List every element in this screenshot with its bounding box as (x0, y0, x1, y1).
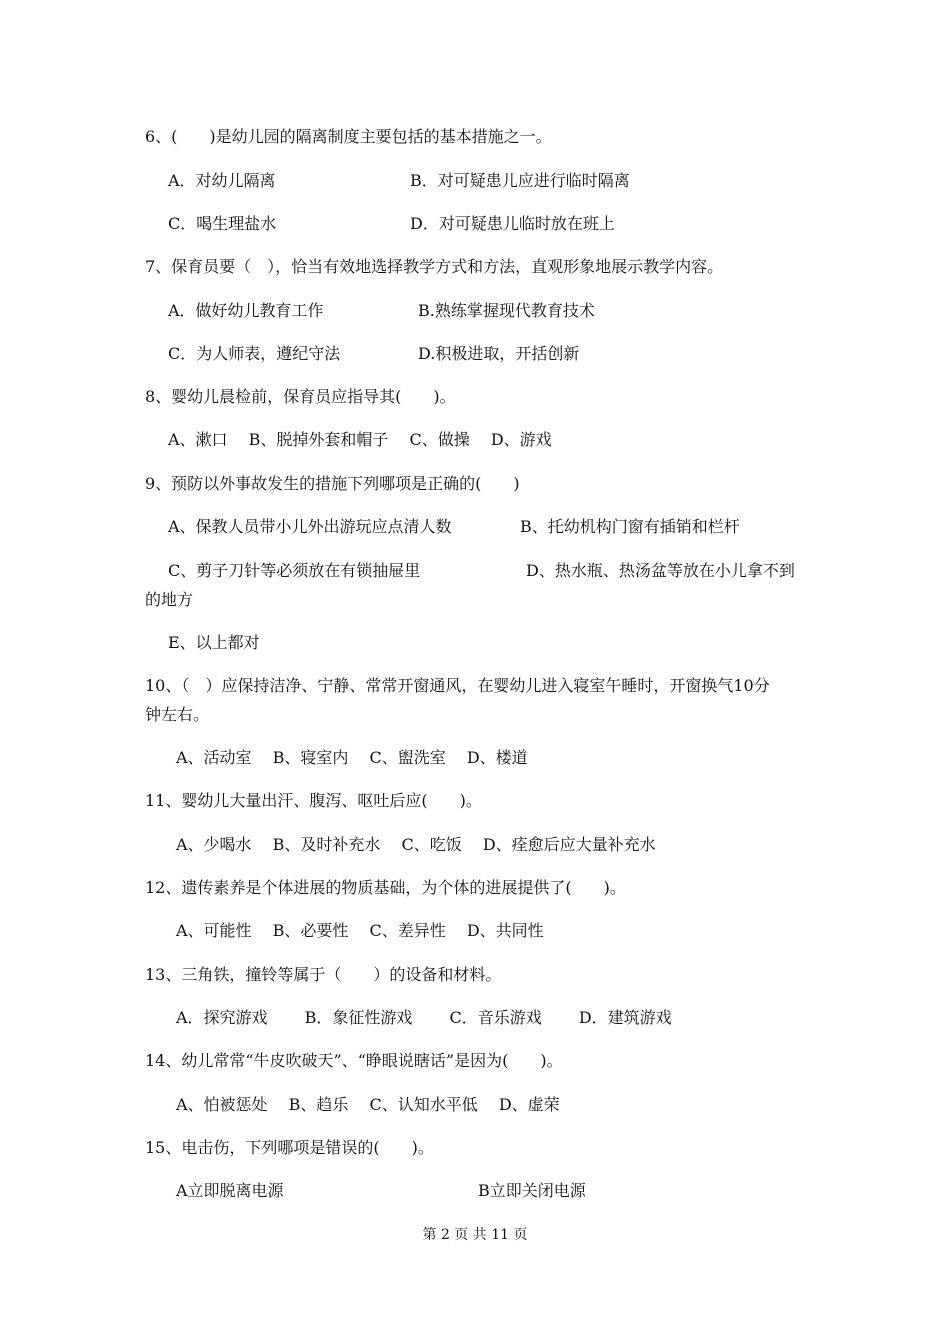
question-8-stem: 8、婴幼儿晨检前，保育员应指导其( )。 (145, 387, 456, 406)
question-15-stem: 15、电击伤，下列哪项是错误的( )。 (145, 1138, 434, 1157)
question-9-option-d: D、热水瓶、热汤盆等放在小儿拿不到 (526, 561, 795, 580)
question-12-stem: 12、遗传素养是个体进展的物质基础，为个体的进展提供了( )。 (145, 878, 626, 897)
question-7-option-d: D.积极进取，开括创新 (418, 344, 580, 363)
question-7-option-a: A．做好幼儿教育工作 (168, 301, 324, 320)
question-11-stem: 11、婴幼儿大量出汗、腹泻、呕吐后应( )。 (145, 791, 482, 810)
question-15-option-b: B立即关闭电源 (478, 1181, 586, 1200)
question-8-options: A、漱口 B、脱掉外套和帽子 C、做操 D、游戏 (168, 430, 552, 449)
question-6-option-b: B．对可疑患儿应进行临时隔离 (410, 171, 630, 190)
question-14-options: A、怕被惩处 B、趋乐 C、认知水平低 D、虚荣 (176, 1095, 560, 1114)
question-10-options: A、活动室 B、寝室内 C、盥洗室 D、楼道 (176, 748, 528, 767)
question-9-option-d-continued: 的地方 (145, 590, 194, 609)
question-6-option-c: C．喝生理盐水 (168, 214, 277, 233)
question-10-stem-continued: 钟左右。 (145, 705, 210, 724)
page-footer: 第 2 页 共 11 页 (422, 1227, 528, 1243)
question-12-options: A、可能性 B、必要性 C、差异性 D、共同性 (176, 921, 544, 940)
question-15-option-a: A立即脱离电源 (176, 1181, 284, 1200)
question-13-stem: 13、三角铁，撞铃等属于（ ）的设备和材料。 (145, 965, 502, 984)
question-6-option-d: D．对可疑患儿临时放在班上 (410, 214, 615, 233)
question-6-stem: 6、( )是幼儿园的隔离制度主要包括的基本措施之一。 (145, 127, 552, 146)
question-9-stem: 9、预防以外事故发生的措施下列哪项是正确的( ) (145, 474, 520, 493)
question-13-options: A．探究游戏 B．象征性游戏 C．音乐游戏 D．建筑游戏 (176, 1008, 672, 1027)
question-7-stem: 7、保育员要（ ），恰当有效地选择教学方式和方法，直观形象地展示教学内容。 (145, 257, 724, 276)
question-9-option-c: C、剪子刀针等必须放在有锁抽屉里 (168, 561, 421, 580)
question-9-option-e: E、以上都对 (168, 633, 260, 652)
question-9-option-b: B、托幼机构门窗有插销和栏杆 (520, 517, 740, 536)
question-7-option-c: C．为人师表，遵纪守法 (168, 344, 341, 363)
question-6-option-a: A．对幼儿隔离 (168, 171, 276, 190)
question-11-options: A、少喝水 B、及时补充水 C、吃饭 D、痊愈后应大量补充水 (176, 835, 656, 854)
question-9-option-a: A、保教人员带小儿外出游玩应点清人数 (168, 517, 452, 536)
question-14-stem: 14、幼儿常常“牛皮吹破天”、“睁眼说瞎话”是因为( )。 (145, 1051, 563, 1070)
question-7-option-b: B.熟练掌握现代教育技术 (418, 301, 595, 320)
question-10-stem: 10、（ ）应保持洁净、宁静、常常开窗通风，在婴幼儿进入寝室午睡时，开窗换气10分 (145, 676, 770, 695)
